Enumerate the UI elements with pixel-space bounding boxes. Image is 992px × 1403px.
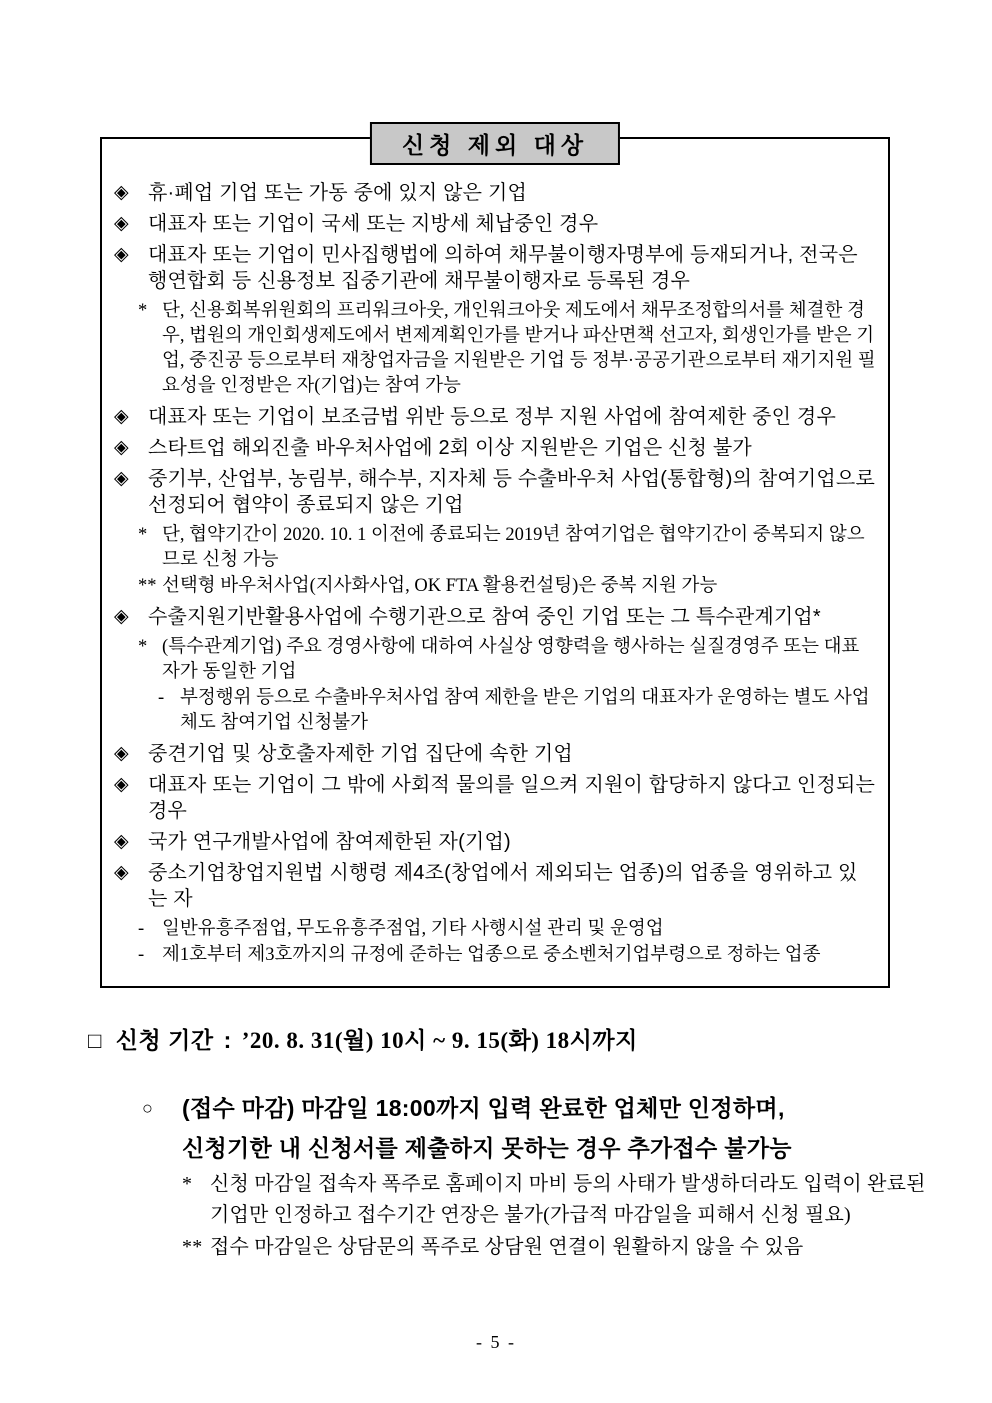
square-bullet-icon: □ xyxy=(88,1028,102,1053)
application-period-value: ’20. 8. 31(월) 10시 ~ 9. 15(화) 18시까지 xyxy=(241,1028,638,1053)
exclusion-item xyxy=(114,604,876,630)
bullet-marker: - xyxy=(138,919,145,939)
deadline-line-2: 신청기한 내 신청서를 제출하지 못하는 경우 추가접수 불가능 xyxy=(182,1135,792,1161)
deadline-line-1: (접수 마감) 마감일 18:00까지 입력 완료한 업체만 인정하며, xyxy=(182,1095,785,1121)
exclusion-item xyxy=(138,574,876,599)
asterisk-marker: * xyxy=(182,1173,193,1195)
exclusion-item-text: 제1호부터 제3호까지의 규정에 준하는 업종으로 중소벤처기업부령으로 정하는 업종 xyxy=(162,945,821,965)
exclusion-item-text: 국가 연구개발사업에 참여제한된 자(기업) xyxy=(148,831,511,853)
bullet-marker: ◈ xyxy=(114,774,129,795)
bullet-marker: ◈ xyxy=(114,831,129,852)
bullet-marker: - xyxy=(138,945,145,965)
exclusion-item-text: 단, 신용회복위원회의 프리워크아웃, 개인워크아웃 제도에서 채무조정합의서를 체결한 경우, 법원의 개인회생제도에서 변제계획인가를 받거나 파산면책 선고자, 회생인가를 받은 기업, 중진공 등으로부터 재창업자금을 지원받은 기업 등 정부·공공기관으로부터 재기지원 필요성을 인정받은 자(기업)는 참여 가능 xyxy=(162,301,876,396)
exclusion-item xyxy=(114,180,876,206)
exclusion-item-text: 일반유흥주점업, 무도유흥주점업, 기타 사행시설 관리 및 운영업 xyxy=(162,919,664,939)
bullet-marker: * xyxy=(138,301,148,321)
bullet-marker: ◈ xyxy=(114,182,129,203)
bullet-marker: * xyxy=(138,525,148,545)
deadline-text xyxy=(182,1088,922,1168)
exclusion-item xyxy=(138,635,876,685)
exclusion-box xyxy=(100,132,890,988)
application-period-label: 신청 기간 xyxy=(115,1027,214,1053)
bullet-marker: ◈ xyxy=(114,743,129,764)
exclusion-item xyxy=(138,523,876,573)
bullet-marker: - xyxy=(158,688,165,708)
exclusion-item-text: 대표자 또는 기업이 보조금법 위반 등으로 정부 지원 사업에 참여제한 중인 경우 xyxy=(148,406,836,428)
exclusion-item-text: 휴·폐업 기업 또는 가동 중에 있지 않은 기업 xyxy=(148,182,527,204)
bullet-marker: ◈ xyxy=(114,468,129,489)
exclusion-item-text: 대표자 또는 기업이 국세 또는 지방세 체납중인 경우 xyxy=(148,213,599,235)
exclusion-item xyxy=(114,860,876,912)
exclusion-item-text: 중견기업 및 상호출자제한 기업 집단에 속한 기업 xyxy=(148,743,573,765)
exclusion-item xyxy=(114,435,876,461)
deadline-note xyxy=(182,1232,926,1263)
exclusion-item-text: 부정행위 등으로 수출바우처사업 참여 제한을 받은 기업의 대표자가 운영하는 별도 사업체도 참여기업 신청불가 xyxy=(180,688,870,733)
bullet-marker: ◈ xyxy=(114,244,129,265)
bullet-marker: ◈ xyxy=(114,862,129,883)
bullet-marker: ◈ xyxy=(114,406,129,427)
exclusion-item-text: 중소기업창업지원법 시행령 제4조(창업에서 제외되는 업종)의 업종을 영위하고 있는 자 xyxy=(148,862,858,910)
exclusion-box-title: 신청 제외 대상 xyxy=(370,122,620,165)
page-number: - 5 - xyxy=(476,1332,516,1352)
exclusion-item xyxy=(138,943,876,968)
exclusion-item-text: 대표자 또는 기업이 그 밖에 사회적 물의를 일으켜 지원이 합당하지 않다고 인정되는 경우 xyxy=(148,774,876,822)
exclusion-item xyxy=(114,741,876,767)
exclusion-item-list xyxy=(102,139,888,968)
exclusion-item-text: 선택형 바우처사업(지사화사업, OK FTA 활용컨설팅)은 중복 지원 가능 xyxy=(162,576,718,596)
deadline-section xyxy=(142,1088,922,1168)
deadline-note xyxy=(182,1169,926,1231)
bullet-marker: ** xyxy=(138,576,157,596)
deadline-notes xyxy=(182,1168,926,1264)
exclusion-item-text: 단, 협약기간이 2020. 10. 1 이전에 종료되는 2019년 참여기업은 협약기간이 중복되지 않으므로 신청 가능 xyxy=(162,525,865,570)
bullet-marker: ◈ xyxy=(114,213,129,234)
exclusion-item-text: 대표자 또는 기업이 민사집행법에 의하여 채무불이행자명부에 등재되거나, 전국은행연합회 등 신용정보 집중기관에 채무불이행자로 등록된 경우 xyxy=(148,244,858,292)
deadline-note-text: 신청 마감일 접속자 폭주로 홈페이지 마비 등의 사태가 발생하더라도 입력이 완료된 기업만 인정하고 접수기간 연장은 불가(가급적 마감일을 피해서 신청 필요) xyxy=(210,1173,926,1226)
exclusion-item xyxy=(114,404,876,430)
deadline-head xyxy=(142,1088,922,1168)
exclusion-item xyxy=(114,211,876,237)
exclusion-item xyxy=(138,917,876,942)
circle-bullet-icon: ○ xyxy=(142,1098,153,1118)
deadline-note-text: 접수 마감일은 상담문의 폭주로 상담원 연결이 원활하지 않을 수 있음 xyxy=(210,1236,804,1258)
exclusion-item-text: 중기부, 산업부, 농림부, 해수부, 지자체 등 수출바우처 사업(통합형)의 참여기업으로 선정되어 협약이 종료되지 않은 기업 xyxy=(148,468,875,516)
exclusion-item xyxy=(114,466,876,518)
exclusion-item-text: 스타트업 해외진출 바우처사업에 2회 이상 지원받은 기업은 신청 불가 xyxy=(148,437,752,459)
exclusion-item xyxy=(138,299,876,399)
bullet-marker: ◈ xyxy=(114,606,129,627)
exclusion-item-text: (특수관계기업) 주요 경영사항에 대하여 사실상 영향력을 행사하는 실질경영주 또는 대표자가 동일한 기업 xyxy=(162,637,860,682)
exclusion-item xyxy=(158,686,876,736)
exclusion-item xyxy=(114,829,876,855)
exclusion-item xyxy=(114,772,876,824)
exclusion-item xyxy=(114,242,876,294)
asterisk-marker: ** xyxy=(182,1236,203,1258)
application-period-line xyxy=(88,1022,948,1055)
application-period-separator: : xyxy=(223,1027,232,1053)
bullet-marker: * xyxy=(138,637,148,657)
exclusion-item-text: 수출지원기반활용사업에 수행기관으로 참여 중인 기업 또는 그 특수관계기업* xyxy=(148,606,821,628)
bullet-marker: ◈ xyxy=(114,437,129,458)
